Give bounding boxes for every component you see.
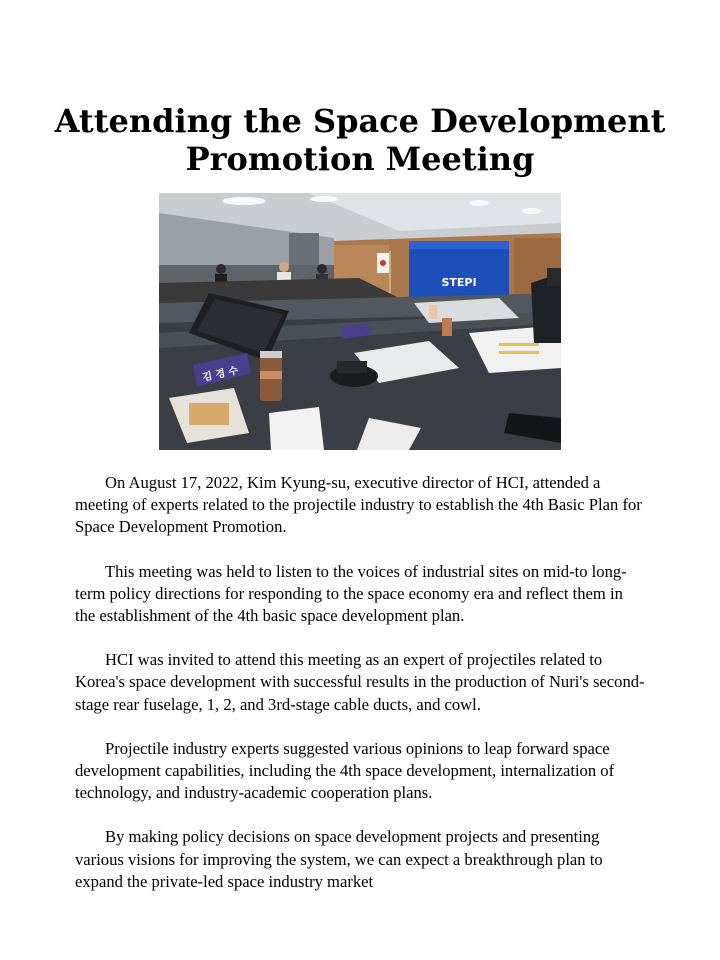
paragraph-5: By making policy decisions on space development projects and presenting various visions for improving the system, we can expect a breakthrough plan to expand the private-led space industry market (75, 827, 603, 891)
paragraph-1: On August 17, 2022, Kim Kyung-su, executive director of HCI, attended a meeting of experts related to the projectile industry to establish the 4th Basic Plan for Space Development Promotion. (75, 473, 642, 537)
paragraph-3: HCI was invited to attend this meeting as an expert of projectiles related to Korea's space development with successful results in the production of Nuri's second-stage rear fuselage, 1, 2, and 3rd-stage cable ducts, and cowl. (75, 650, 645, 714)
meeting-photo (159, 193, 561, 450)
article-title: Attending the Space Development Promotion Meeting (54, 102, 666, 178)
paragraph-2: This meeting was held to listen to the voices of industrial sites on mid-to long-term policy directions for responding to the space economy era and reflect them in the establishment of the 4th basic space development plan. (75, 561, 627, 626)
paragraph-4: Projectile industry experts suggested various opinions to leap forward space development capabilities, including the 4th space development, internalization of technology, and industry-academic cooperation plans. (75, 738, 615, 803)
nameplate-text: 김 경 수 (201, 365, 240, 384)
banner-logo-text: STEPI (441, 276, 477, 289)
article-body (75, 472, 645, 915)
